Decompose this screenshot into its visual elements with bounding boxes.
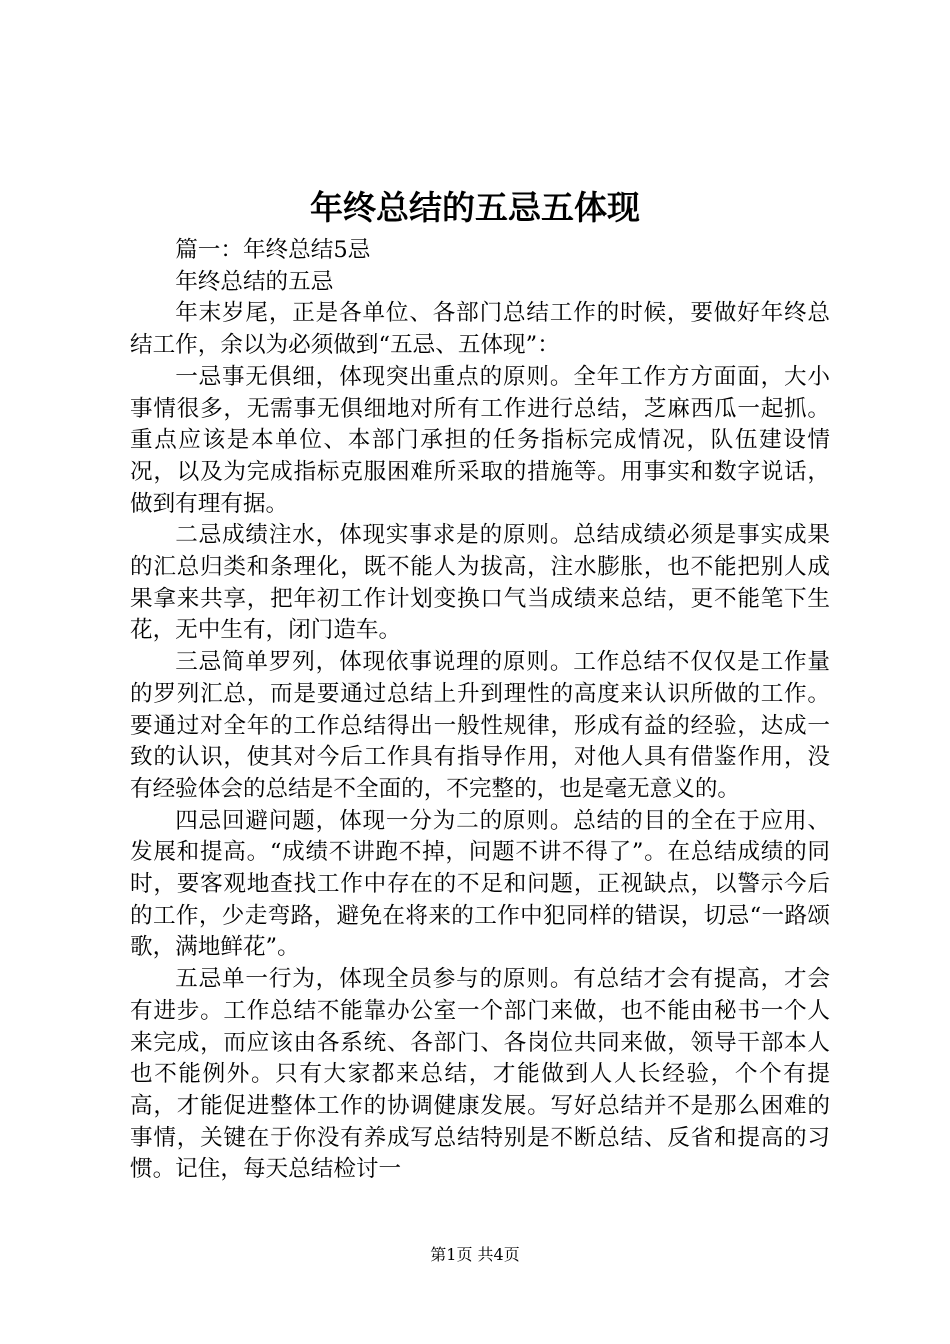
section-heading: 篇一：年终总结5忌 — [175, 237, 371, 263]
paragraph-taboo-3: 三忌简单罗列，体现依事说理的原则。工作总结不仅仅是工作量的罗列汇总，而是要通过总结上升到理性的高度来认识所做的工作。要通过对全年的工作总结得出一般性规律，形成有益的经验，达成一致的认识，使其对今后工作具有指导作用，对他人具有借鉴作用，没有经验体会的总结是不全面的，不完整的，也是毫无意义的。 — [130, 649, 830, 802]
paragraph-taboo-1: 一忌事无俱细，体现突出重点的原则。全年工作方方面面，大小事情很多，无需事无俱细地对所有工作进行总结，芝麻西瓜一起抓。重点应该是本单位、本部门承担的任务指标完成情况，队伍建设情况，以及为完成指标克服困难所采取的措施等。用事实和数字说话，做到有理有据。 — [130, 363, 830, 517]
paragraph-taboo-4: 四忌回避问题，体现一分为二的原则。总结的目的全在于应用、发展和提高。“成绩不讲跑不掉，问题不讲不得了”。在总结成绩的同时，要客观地查找工作中存在的不足和问题，正视缺点，以警示今后的工作，少走弯路，避免在将来的工作中犯同样的错误，切忌“一路颂歌，满地鲜花”。 — [130, 807, 830, 961]
page-title: 年终总结的五忌五体现 — [310, 188, 640, 227]
intro-paragraph: 年末岁尾，正是各单位、各部门总结工作的时候，要做好年终总结工作，余以为必须做到“五忌、五体现”： — [130, 300, 830, 359]
paragraph-taboo-2: 二忌成绩注水，体现实事求是的原则。总结成绩必须是事实成果的汇总归类和条理化，既不能人为拔高，注水膨胀，也不能把别人成果拿来共享，把年初工作计划变换口气当成绩来总结，更不能笔下生花，无中生有，闭门造车。 — [130, 522, 830, 644]
document-body — [130, 235, 830, 1186]
page-number: 第1页 共4页 — [430, 1245, 520, 1264]
paragraph-taboo-5: 五忌单一行为，体现全员参与的原则。有总结才会有提高，才会有进步。工作总结不能靠办公室一个部门来做，也不能由秘书一个人来完成，而应该由各系统、各部门、各岗位共同来做，领导干部本人也不能例外。只有大家都来总结，才能做到人人长经验，个个有提高，才能促进整体工作的协调健康发展。写好总结并不是那么困难的事情，关键在于你没有养成写总结特别是不断总结、反省和提高的习惯。记住，每天总结检讨一 — [130, 966, 830, 1183]
article-subtitle: 年终总结的五忌 — [175, 268, 334, 295]
